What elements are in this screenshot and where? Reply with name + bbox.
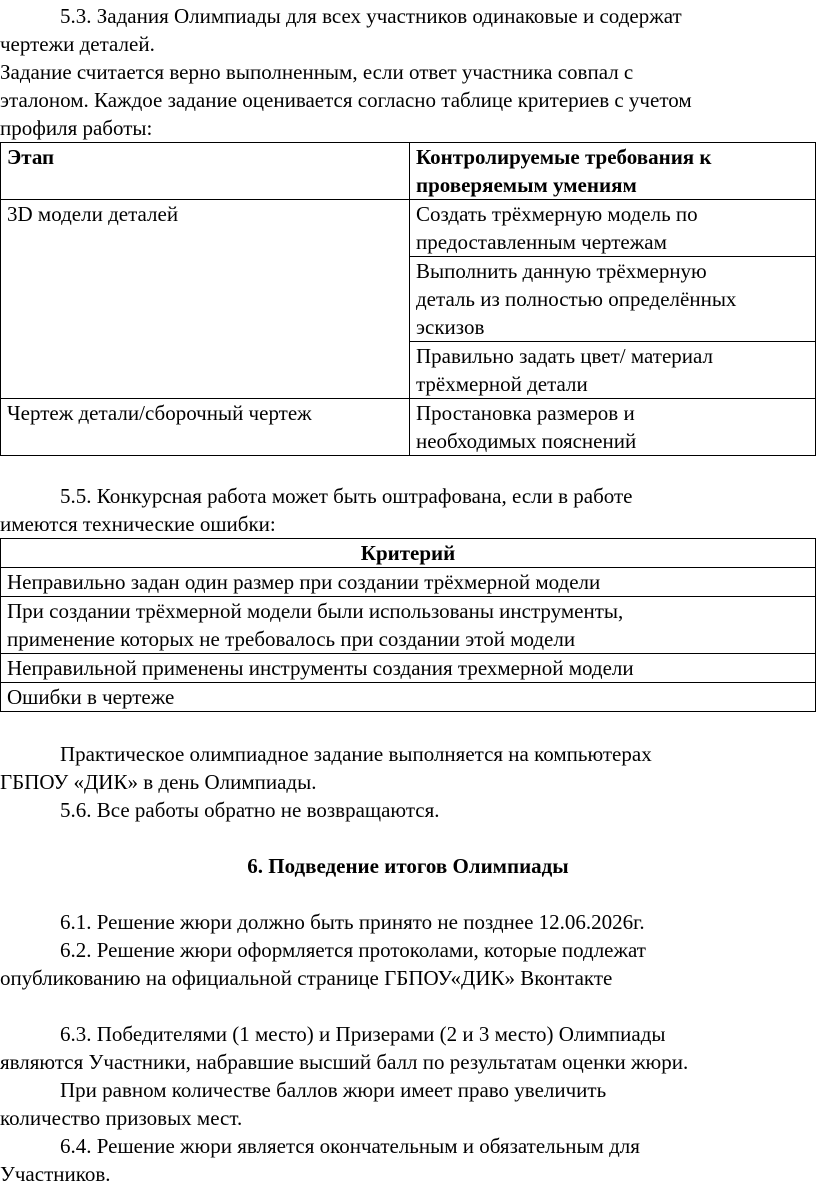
paragraph-6-1: 6.1. Решение жюри должно быть принято не позднее 12.06.2026г. bbox=[60, 910, 645, 934]
header-criterion: Критерий bbox=[1, 539, 816, 568]
table-row bbox=[1, 399, 816, 456]
requirement-cell: Простановка размеров и необходимых пояснений bbox=[410, 399, 816, 456]
requirement-cell: Выполнить данную трёхмерную деталь из полностью определённых эскизов bbox=[410, 257, 816, 342]
criterion-cell: При создании трёхмерной модели были использованы инструменты, применение которых не требовалось при создании этой модели bbox=[1, 597, 816, 654]
paragraph-6-3b-line1: При равном количестве баллов жюри имеет право увеличить bbox=[60, 1078, 607, 1102]
paragraph-6-3-line1: 6.3. Победителями (1 место) и Призерами (2 и 3 место) Олимпиады bbox=[60, 1022, 666, 1046]
header-requirements: Контролируемые требования к проверяемым умениям bbox=[410, 143, 816, 200]
header-stage: Этап bbox=[1, 143, 410, 200]
paragraph-6-3-line2: являются Участники, набравшие высший балл по результатам оценки жюри. bbox=[0, 1050, 689, 1074]
paragraph-5-5-line1: 5.5. Конкурсная работа может быть оштрафована, если в работе bbox=[60, 484, 633, 508]
paragraph-evaluation-line1: Задание считается верно выполненным, если ответ участника совпал с bbox=[0, 60, 634, 84]
paragraph-6-4-line1: 6.4. Решение жюри является окончательным и обязательным для bbox=[60, 1134, 640, 1158]
paragraph-6-3b-line2: количество призовых мест. bbox=[0, 1106, 243, 1130]
paragraph-6-2-line1: 6.2. Решение жюри оформляется протоколами, которые подлежат bbox=[60, 938, 646, 962]
requirement-cell: Правильно задать цвет/ материал трёхмерной детали bbox=[410, 342, 816, 399]
paragraph-5-3-line1: 5.3. Задания Олимпиады для всех участников одинаковые и содержат bbox=[60, 4, 682, 28]
stage-drawing: Чертеж детали/сборочный чертеж bbox=[1, 399, 410, 456]
requirement-cell: Создать трёхмерную модель по предоставленным чертежам bbox=[410, 200, 816, 257]
paragraph-6-4-line2: Участников. bbox=[0, 1162, 111, 1186]
paragraph-practical-line2: ГБПОУ «ДИК» в день Олимпиады. bbox=[0, 770, 317, 794]
table-row bbox=[1, 683, 816, 712]
paragraph-evaluation-line3: профиля работы: bbox=[0, 116, 153, 140]
paragraph-5-6: 5.6. Все работы обратно не возвращаются. bbox=[60, 798, 440, 822]
criterion-cell: Неправильной применены инструменты создания трехмерной модели bbox=[1, 654, 816, 683]
table-header-row bbox=[1, 539, 816, 568]
paragraph-6-2-line2: опубликованию на официальной странице ГБПОУ«ДИК» Вконтакте bbox=[0, 966, 613, 990]
section-6-title: 6. Подведение итогов Олимпиады bbox=[247, 854, 569, 878]
table-row bbox=[1, 568, 816, 597]
table-row bbox=[1, 200, 816, 257]
criterion-cell: Неправильно задан один размер при создании трёхмерной модели bbox=[1, 568, 816, 597]
table-row bbox=[1, 597, 816, 654]
table-header-row bbox=[1, 143, 816, 200]
paragraph-practical-line1: Практическое олимпиадное задание выполняется на компьютерах bbox=[60, 742, 652, 766]
criterion-cell: Ошибки в чертеже bbox=[1, 683, 816, 712]
paragraph-5-3-line2: чертежи деталей. bbox=[0, 32, 155, 56]
criteria-table bbox=[0, 142, 816, 456]
stage-3d-models: 3D модели деталей bbox=[1, 200, 410, 399]
penalty-table bbox=[0, 538, 816, 712]
paragraph-5-5-line2: имеются технические ошибки: bbox=[0, 512, 276, 536]
table-row bbox=[1, 654, 816, 683]
paragraph-evaluation-line2: эталоном. Каждое задание оценивается согласно таблице критериев с учетом bbox=[0, 88, 692, 112]
